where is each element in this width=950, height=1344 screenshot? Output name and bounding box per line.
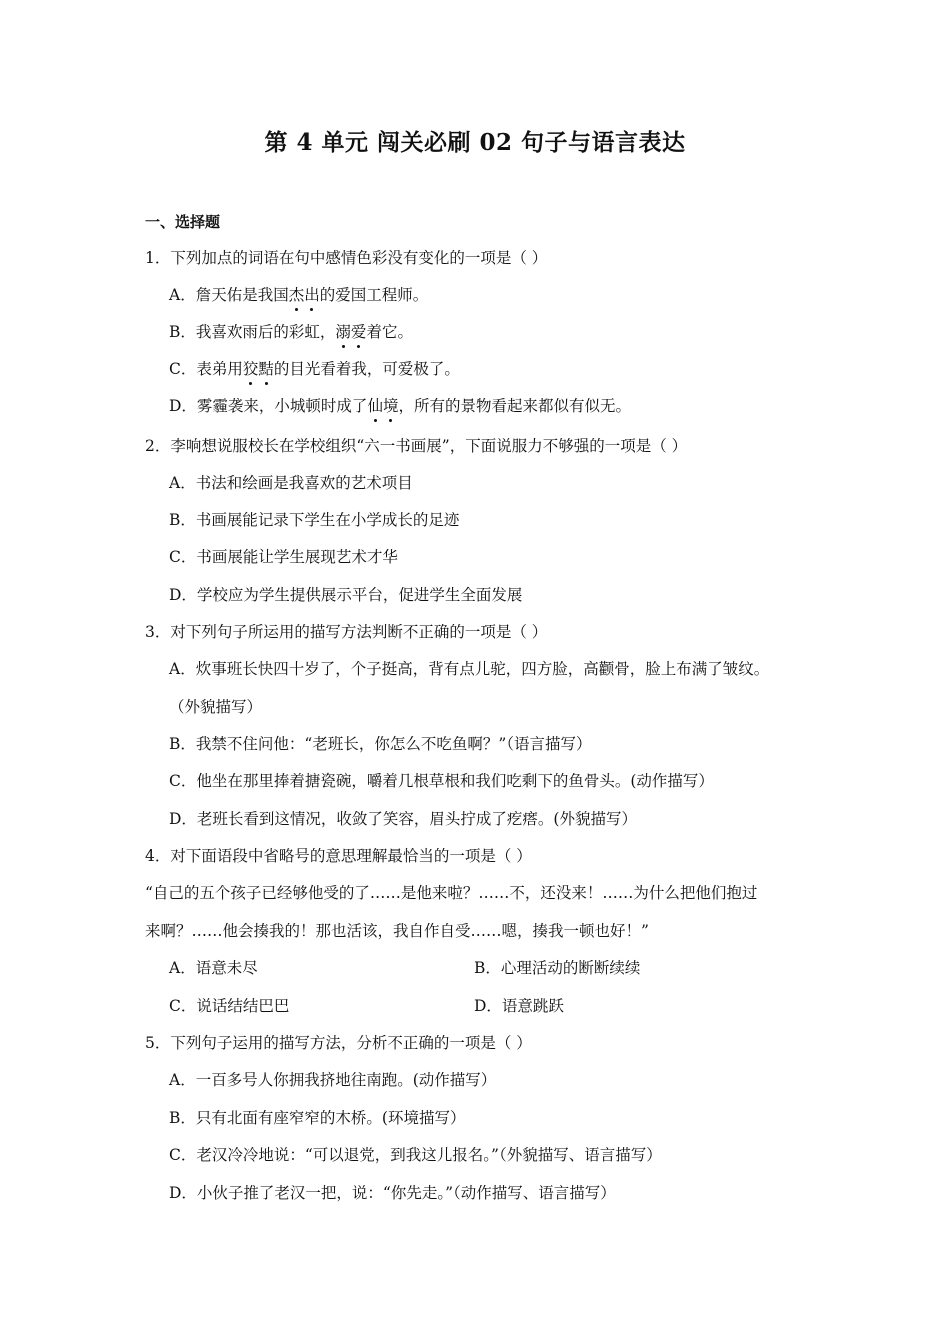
question-2-option-c: C．书画展能让学生展现艺术才华 <box>169 548 398 566</box>
question-1-stem: 1．下列加点的词语在句中感情色彩没有变化的一项是（ ） <box>145 249 548 267</box>
question-5-option-d: D．小伙子推了老汉一把，说：“你先走。”（动作描写、语言描写） <box>169 1184 616 1202</box>
dotted-char: 溺 <box>335 323 351 341</box>
option-text: B．我喜欢雨后的彩虹， <box>169 323 336 341</box>
dotted-char: 狡 <box>242 360 259 378</box>
question-4-option-d: D．语意跳跃 <box>474 997 564 1015</box>
question-1-option-d <box>169 396 631 416</box>
question-4-option-c: C．说话结结巴巴 <box>169 997 290 1015</box>
option-text: A．詹天佑是我国 <box>169 286 289 304</box>
question-3-option-c: C．他坐在那里捧着搪瓷碗，嚼着几根草根和我们吃剩下的鱼骨头。(动作描写） <box>169 772 714 790</box>
dotted-char: 出 <box>304 286 320 304</box>
question-2-stem: 2．李响想说服校长在学校组织“六一书画展”，下面说服力不够强的一项是（ ） <box>145 437 688 455</box>
option-text: C．表弟用 <box>169 360 243 378</box>
question-3-stem: 3．对下列句子所运用的描写方法判断不正确的一项是（ ） <box>145 623 548 641</box>
question-3-option-a-cont: （外貌描写） <box>169 698 263 716</box>
question-4-option-b: B．心理活动的断断续续 <box>474 959 641 977</box>
question-4-quote-line-2: 来啊？……他会揍我的！那也活该，我自作自受……嗯，揍我一顿也好！” <box>145 922 649 940</box>
dotted-char: 黠 <box>258 360 274 378</box>
section-heading: 一、选择题 <box>145 213 221 231</box>
page-title: 第 4 单元 闯关必刷 02 句子与语言表达 <box>264 129 686 156</box>
question-2-option-d: D．学校应为学生提供展示平台，促进学生全面发展 <box>169 586 523 604</box>
option-text: 的爱国工程师。 <box>319 286 429 304</box>
dotted-char: 爱 <box>350 323 367 341</box>
question-4-stem: 4．对下面语段中省略号的意思理解最恰当的一项是（ ） <box>145 847 532 865</box>
dotted-char: 仙 <box>367 397 383 415</box>
option-text: 着它。 <box>366 323 413 341</box>
question-3-option-a: A．炊事班长快四十岁了，个子挺高，背有点儿驼，四方脸，高颧骨，脸上布满了皱纹。 <box>169 660 770 678</box>
question-5-option-a: A．一百多号人你拥我挤地往南跑。(动作描写） <box>169 1071 497 1089</box>
dotted-char: 境 <box>382 397 399 415</box>
dotted-char: 杰 <box>288 286 305 304</box>
question-3-option-d: D．老班长看到这情况，收敛了笑容，眉头拧成了疙瘩。(外貌描写） <box>169 810 637 828</box>
question-1-option-c <box>169 359 460 379</box>
option-text: 的目光看着我，可爱极了。 <box>273 360 460 378</box>
question-5-stem: 5．下列句子运用的描写方法，分析不正确的一项是（ ） <box>145 1034 532 1052</box>
question-1-option-a <box>169 285 428 305</box>
question-4-option-a: A．语意未尽 <box>169 959 258 977</box>
question-5-option-c: C．老汉冷冷地说：“可以退党，到我这儿报名。”（外貌描写、语言描写） <box>169 1146 662 1164</box>
option-text: ，所有的景物看起来都似有似无。 <box>398 397 631 415</box>
question-3-option-b: B．我禁不住问他：“老班长，你怎么不吃鱼啊？”（语言描写） <box>169 735 592 753</box>
question-2-option-a: A．书法和绘画是我喜欢的艺术项目 <box>169 474 413 492</box>
question-4-quote-line-1: “自己的五个孩子已经够他受的了……是他来啦？……不，还没来！……为什么把他们抱过 <box>145 884 758 902</box>
question-1-option-b <box>169 322 413 342</box>
question-5-option-b: B．只有北面有座窄窄的木桥。(环境描写） <box>169 1109 466 1127</box>
question-2-option-b: B．书画展能记录下学生在小学成长的足迹 <box>169 511 460 529</box>
option-text: D．雾霾袭来，小城顿时成了 <box>169 397 368 415</box>
